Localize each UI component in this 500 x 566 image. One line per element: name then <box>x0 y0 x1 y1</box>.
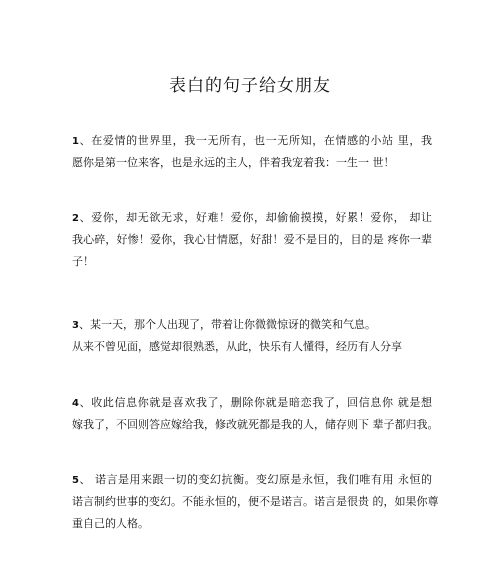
paragraph-text: 、收此信息你就是喜欢我了，删除你就是暗恋我了，回信息你 就是想 <box>78 396 432 409</box>
paragraph-line <box>72 469 432 491</box>
paragraph-line <box>72 314 432 336</box>
paragraph-line: 重自己的人格。 <box>72 517 149 530</box>
paragraph-line: 愿你是第一位来客，也是永远的主人，伴着我宠着我：一生一 世！ <box>72 156 395 169</box>
paragraph-number: 4 <box>72 398 79 409</box>
paragraph-2 <box>72 207 432 273</box>
paragraph-number: 1 <box>72 136 79 147</box>
paragraph-line: 我心碎，好惨！爱你，我心甘情愿，好甜！爱不是目的，目的是 疼你一辈 <box>72 233 432 246</box>
paragraph-3 <box>72 314 432 358</box>
paragraph-line: 子！ <box>72 255 94 268</box>
paragraph-line <box>72 130 432 152</box>
page-title: 表白的句子给女朋友 <box>169 76 331 96</box>
paragraph-line <box>72 392 432 414</box>
paragraph-number: 3 <box>72 320 79 331</box>
paragraph-4 <box>72 392 439 436</box>
paragraph-text: 、某一天，那个人出现了，带着让你微微惊讶的微笑和气息。 <box>78 318 376 331</box>
paragraph-text: 、在爱情的世界里，我一无所有，也一无所知，在情感的小站 里，我 <box>78 134 432 147</box>
paragraph-line: 嫁我了，不回则答应嫁给我，修改就死都是我的人，储存则下 辈子都归我。 <box>72 418 439 431</box>
paragraph-text: 、爱你，却无欲无求，好难！爱你，却偷偷摸摸，好累！爱你， 却让 <box>78 211 432 224</box>
paragraph-number: 2 <box>72 213 79 224</box>
paragraph-line <box>72 207 432 229</box>
paragraph-text: 、 诺言是用来跟一切的变幻抗衡。变幻原是永恒，我们唯有用 永恒的 <box>78 473 432 486</box>
paragraph-line: 诺言制约世事的变幻。不能永恒的，便不是诺言。诺言是很贵 的，如果你尊 <box>72 495 439 508</box>
paragraph-line: 从来不曾见面，感觉却很熟悉，从此，快乐有人懂得，经历有人分享 <box>72 340 402 353</box>
paragraph-1 <box>72 130 432 174</box>
paragraph-5 <box>72 469 439 535</box>
paragraph-number: 5 <box>72 475 79 486</box>
